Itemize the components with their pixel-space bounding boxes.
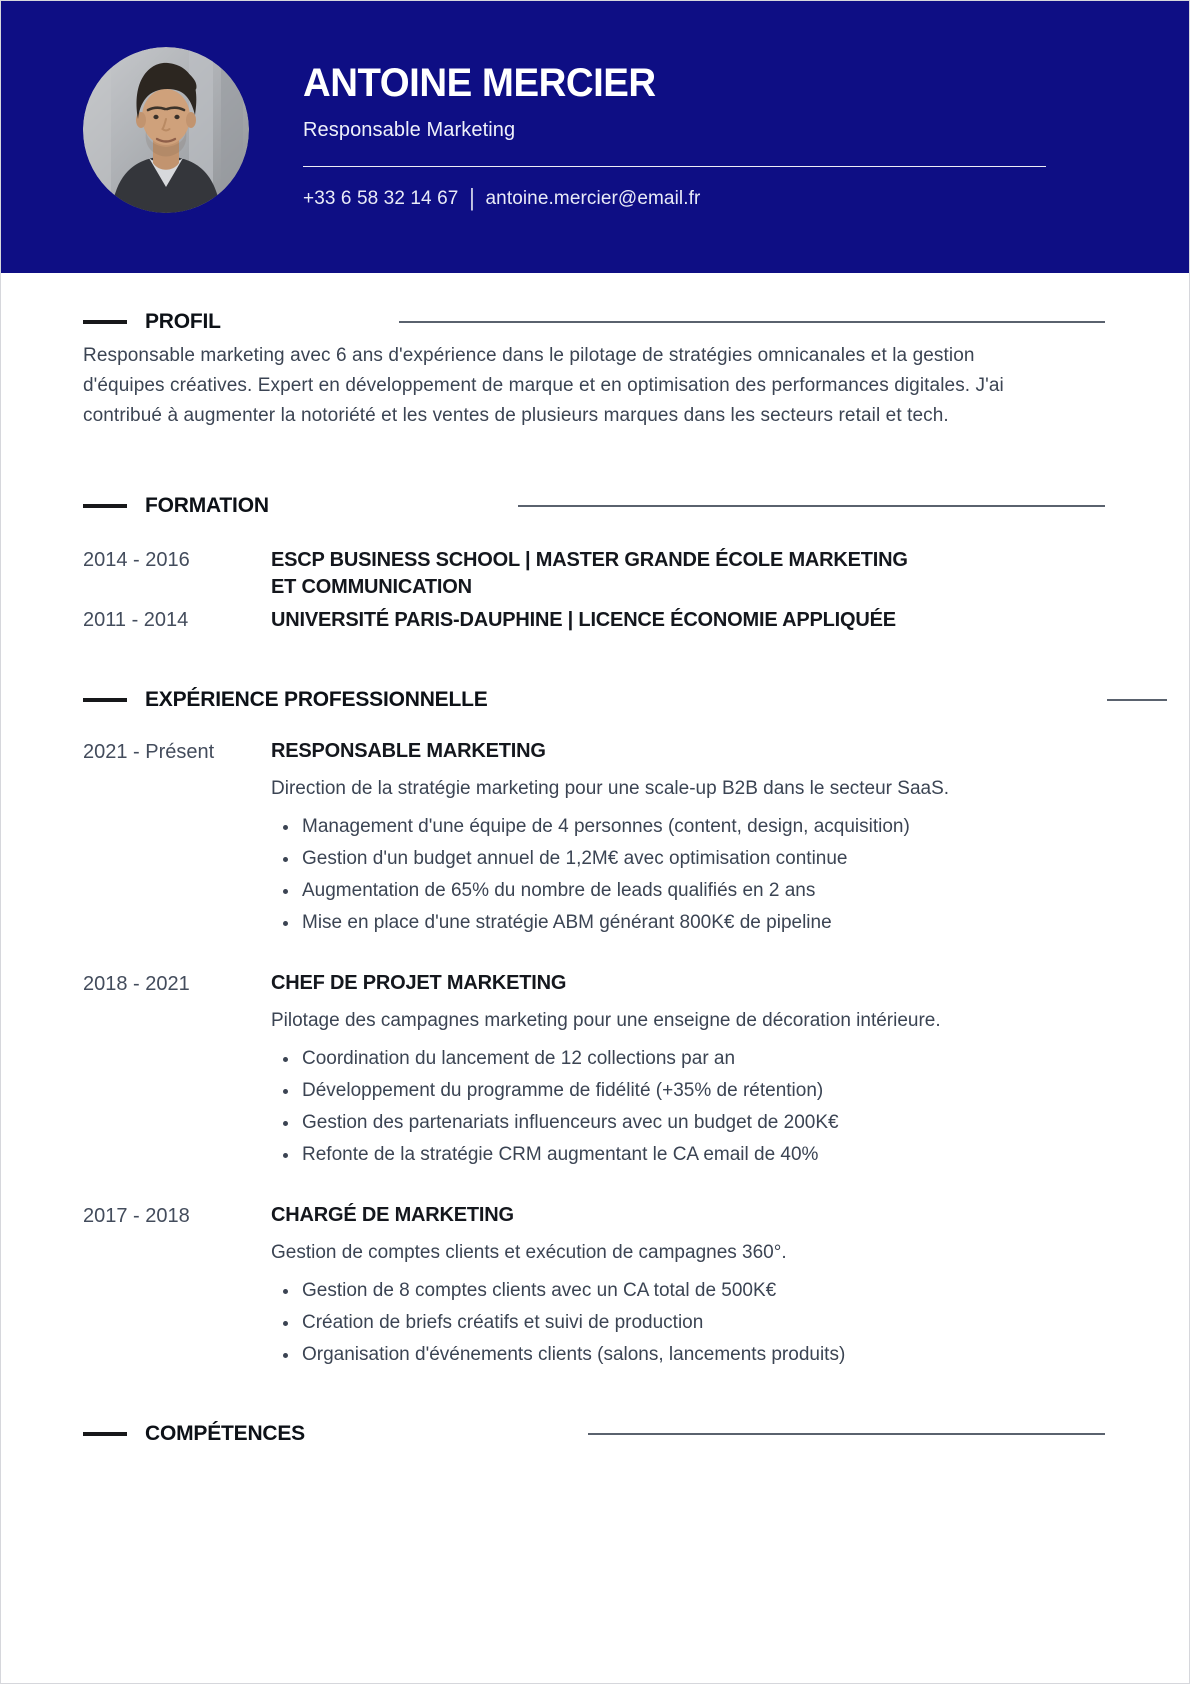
header-divider: [303, 166, 1046, 167]
job-dates: 2021 - Présent: [83, 741, 215, 763]
profile-photo: [83, 47, 249, 213]
section-title-profil: PROFIL: [145, 310, 221, 333]
job-dates: 2018 - 2021: [83, 973, 190, 995]
section-title-competences: COMPÉTENCES: [145, 1422, 305, 1445]
formation-entry: [83, 547, 1105, 601]
section-experience: [83, 687, 1105, 1365]
experience-job: [83, 971, 1105, 1165]
phone-number: +33 6 58 32 14 67: [303, 188, 459, 209]
bullet-text: Création de briefs créatifs et suivi de production: [302, 1312, 704, 1333]
formation-entries: [83, 547, 1105, 634]
bullet-text: Gestion d'un budget annuel de 1,2M€ avec optimisation continue: [302, 848, 848, 869]
cv-body: [83, 309, 1105, 1447]
formation-entry: [83, 607, 1105, 634]
job-description: Gestion de comptes clients et exécution de campagnes 360°.: [271, 1242, 787, 1263]
section-dash: [83, 320, 127, 324]
section-dash: [83, 504, 127, 508]
job-title: RESPONSABLE MARKETING: [271, 740, 546, 762]
bullet-text: Coordination du lancement de 12 collections par an: [302, 1048, 736, 1069]
person-job-title: Responsable Marketing: [303, 119, 516, 141]
experience-job: [83, 739, 1105, 933]
portrait-illustration: [83, 47, 249, 213]
bullet-dot: [283, 889, 288, 894]
formation-dates: 2014 - 2016: [83, 549, 190, 571]
section-heading-row: [83, 687, 1105, 713]
bullet-dot: [283, 1121, 288, 1126]
formation-degree: ESCP BUSINESS SCHOOL | MASTER GRANDE ÉCOLE MARKETING ET COMMUNICATION: [271, 549, 908, 598]
bullet-text: Refonte de la stratégie CRM augmentant le CA email de 40%: [302, 1144, 819, 1165]
bullet-dot: [283, 825, 288, 830]
bullet-text: Gestion des partenariats influenceurs avec un budget de 200K€: [302, 1112, 839, 1133]
job-dates: 2017 - 2018: [83, 1205, 190, 1227]
contact-line: [303, 185, 1048, 212]
job-description: Direction de la stratégie marketing pour une scale-up B2B dans le secteur SaaS.: [271, 778, 950, 799]
job-bullet: [283, 1081, 1105, 1101]
bullet-dot: [283, 1353, 288, 1358]
bullet-text: Management d'une équipe de 4 personnes (content, design, acquisition): [302, 816, 910, 837]
job-bullet: [283, 1113, 1105, 1133]
cv-header: [1, 1, 1189, 273]
job-bullet: [283, 1313, 1105, 1333]
section-competences: [83, 1421, 1105, 1447]
job-bullet: [283, 913, 1105, 933]
header-identity: [303, 63, 1048, 210]
job-bullet: [283, 1281, 1105, 1301]
section-dash: [83, 1432, 127, 1436]
job-title: CHEF DE PROJET MARKETING: [271, 972, 567, 994]
section-title-formation: FORMATION: [145, 494, 269, 517]
job-bullet: [283, 849, 1105, 869]
job-bullet-list: [271, 1049, 1105, 1165]
profil-summary: Responsable marketing avec 6 ans d'expérience dans le pilotage de stratégies omnicanales et la gestion d'équipes créatives. Expert en développement de marque et en optimisation des performances digitales. J'ai contribué à augmenter la notoriété et les ventes de plusieurs marques dans les secteurs retail et tech.: [83, 345, 1004, 426]
bullet-dot: [283, 857, 288, 862]
section-divider-line: [399, 321, 1105, 323]
job-bullet: [283, 1049, 1105, 1069]
section-heading-row: [83, 493, 1105, 519]
section-heading-row: [83, 1421, 1105, 1447]
bullet-text: Développement du programme de fidélité (+35% de rétention): [302, 1080, 824, 1101]
bullet-dot: [283, 1057, 288, 1062]
job-bullet: [283, 817, 1105, 837]
job-bullet-list: [271, 817, 1105, 933]
contact-separator: |: [469, 185, 475, 212]
job-bullet: [283, 881, 1105, 901]
bullet-dot: [283, 1089, 288, 1094]
job-details: [271, 739, 1105, 933]
bullet-dot: [283, 921, 288, 926]
person-name: ANTOINE MERCIER: [303, 61, 656, 105]
experience-job: [83, 1203, 1105, 1365]
bullet-text: Gestion de 8 comptes clients avec un CA total de 500K€: [302, 1280, 777, 1301]
email-address: antoine.mercier@email.fr: [485, 188, 701, 209]
experience-jobs: [83, 739, 1105, 1365]
bullet-text: Organisation d'événements clients (salons, lancements produits): [302, 1344, 846, 1365]
section-divider-line: [588, 1433, 1105, 1435]
bullet-text: Augmentation de 65% du nombre de leads qualifiés en 2 ans: [302, 880, 816, 901]
job-description: Pilotage des campagnes marketing pour une enseigne de décoration intérieure.: [271, 1010, 941, 1031]
job-details: [271, 971, 1105, 1165]
section-heading-row: [83, 309, 1105, 335]
section-profil: [83, 309, 1105, 431]
section-title-experience: EXPÉRIENCE PROFESSIONNELLE: [145, 688, 488, 711]
bullet-text: Mise en place d'une stratégie ABM générant 800K€ de pipeline: [302, 912, 832, 933]
section-divider-line: [1107, 699, 1167, 701]
section-dash: [83, 698, 127, 702]
job-details: [271, 1203, 1105, 1365]
bullet-dot: [283, 1153, 288, 1158]
section-divider-line: [518, 505, 1105, 507]
job-bullet-list: [271, 1281, 1105, 1365]
bullet-dot: [283, 1289, 288, 1294]
section-formation: [83, 493, 1105, 634]
job-title: CHARGÉ DE MARKETING: [271, 1204, 514, 1226]
job-bullet: [283, 1345, 1105, 1365]
job-bullet: [283, 1145, 1105, 1165]
formation-dates: 2011 - 2014: [83, 609, 189, 631]
formation-degree: UNIVERSITÉ PARIS-DAUPHINE | LICENCE ÉCONOMIE APPLIQUÉE: [271, 609, 896, 631]
bullet-dot: [283, 1321, 288, 1326]
